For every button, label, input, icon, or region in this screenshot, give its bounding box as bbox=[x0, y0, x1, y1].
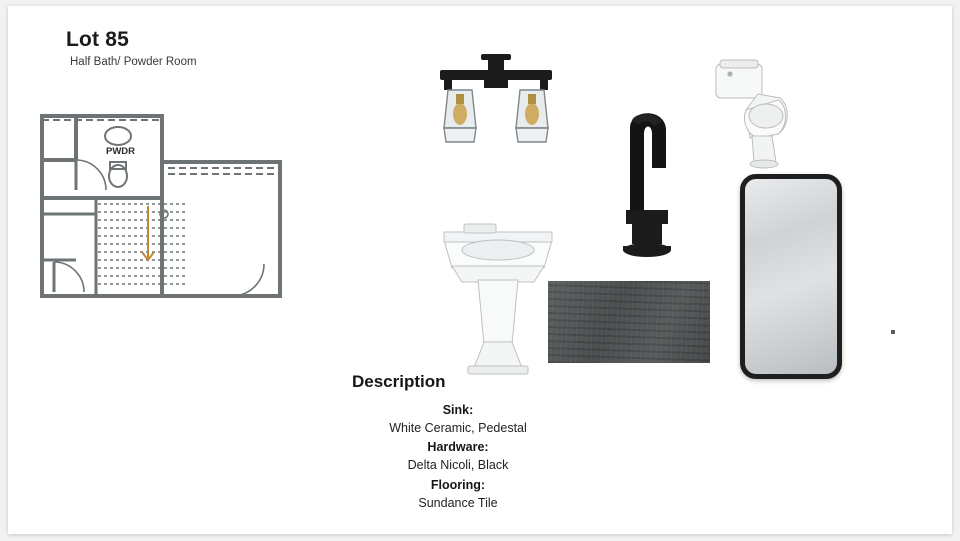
description-label-sink: Sink: bbox=[442, 403, 474, 417]
description-value-sink: White Ceramic, Pedestal bbox=[389, 421, 527, 436]
description-label-hardware: Hardware: bbox=[427, 440, 489, 455]
product-collage bbox=[338, 36, 918, 376]
description-value-flooring: Sundance Tile bbox=[418, 495, 498, 510]
faucet-image bbox=[596, 98, 696, 278]
page-subtitle: Half Bath/ Powder Room bbox=[70, 56, 197, 68]
description-label-flooring: Flooring: bbox=[430, 477, 486, 492]
description-heading: Description bbox=[352, 372, 446, 391]
page-title: Lot 85 bbox=[66, 28, 130, 51]
floor-tile-swatch bbox=[548, 281, 710, 363]
floorplan-room-label: PWDR bbox=[106, 146, 136, 157]
powder-room-floor-plan bbox=[36, 110, 288, 302]
toilet-image bbox=[706, 58, 796, 173]
vanity-light-image bbox=[426, 52, 566, 162]
title-block bbox=[66, 28, 197, 68]
design-board-page bbox=[8, 6, 952, 534]
stray-mark bbox=[891, 330, 895, 334]
mirror-image bbox=[740, 174, 842, 379]
pedestal-sink-image bbox=[438, 216, 558, 381]
description-value-hardware: Delta Nicoli, Black bbox=[407, 458, 509, 473]
description-block bbox=[308, 372, 608, 513]
